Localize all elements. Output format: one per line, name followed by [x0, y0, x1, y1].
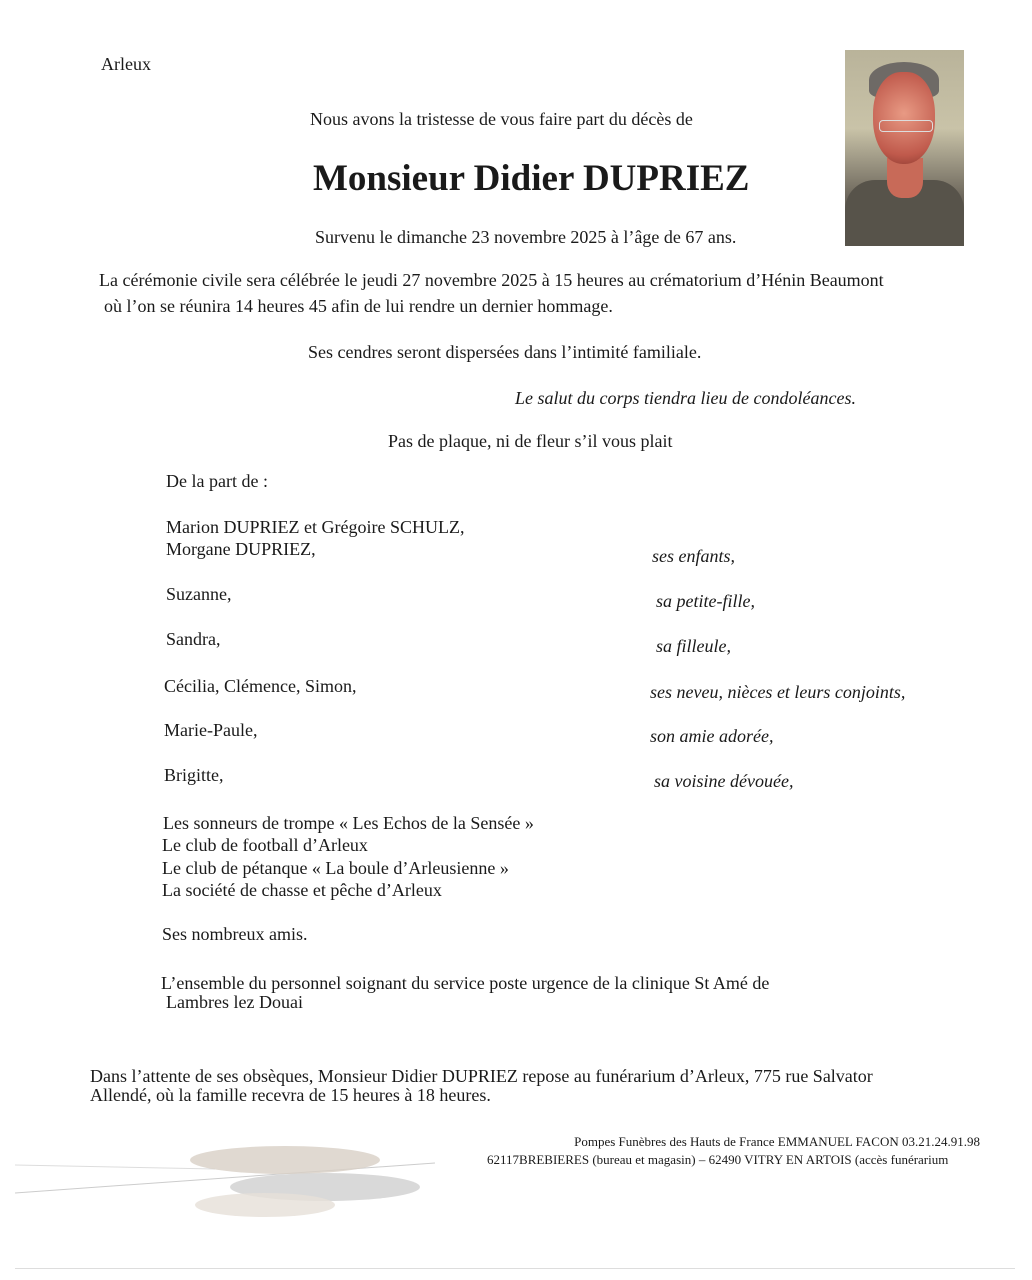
ceremony-line-1: La cérémonie civile sera célébrée le jeudi 27 novembre 2025 à 15 heures au crématorium d’Hénin Beaumont: [99, 270, 884, 290]
family-relation: sa filleule,: [656, 636, 731, 656]
family-relation: ses neveu, nièces et leurs conjoints,: [650, 682, 906, 702]
family-relation: sa voisine dévouée,: [654, 771, 794, 791]
scan-edge-line: [15, 1268, 1015, 1269]
ceremony-line-2: où l’on se réunira 14 heures 45 afin de lui rendre un dernier hommage.: [104, 296, 613, 316]
funeral-home-line-1: Pompes Funèbres des Hauts de France EMMANUEL FACON 03.21.24.91.98: [574, 1134, 980, 1149]
family-relation: son amie adorée,: [650, 726, 774, 746]
club-line: La société de chasse et pêche d’Arleux: [162, 880, 442, 900]
portrait-photo: [845, 50, 964, 246]
club-line: Le club de football d’Arleux: [162, 835, 368, 855]
friends-text: Ses nombreux amis.: [162, 924, 308, 944]
date-line: Survenu le dimanche 23 novembre 2025 à l’âge de 67 ans.: [315, 227, 737, 247]
family-relation: ses enfants,: [652, 546, 735, 566]
deceased-name: Monsieur Didier DUPRIEZ: [313, 158, 750, 199]
family-names: Brigitte,: [164, 765, 224, 785]
wake-line-2: Allendé, où la famille recevra de 15 heures à 18 heures.: [90, 1085, 491, 1105]
intro-text: Nous avons la tristesse de vous faire part du décès de: [310, 109, 693, 129]
family-names: Sandra,: [166, 629, 221, 649]
staff-line-1: L’ensemble du personnel soignant du service poste urgence de la clinique St Amé de: [161, 973, 770, 993]
club-line: Le club de pétanque « La boule d’Arleusienne »: [162, 858, 509, 878]
family-names: Marion DUPRIEZ et Grégoire SCHULZ,: [166, 517, 465, 537]
family-names: Cécilia, Clémence, Simon,: [164, 676, 357, 696]
wake-line-1: Dans l’attente de ses obsèques, Monsieur Didier DUPRIEZ repose au funérarium d’Arleux, 775 rue Salvator: [90, 1066, 873, 1086]
family-relation: sa petite-fille,: [656, 591, 755, 611]
funeral-home-line-2: 62117BREBIERES (bureau et magasin) – 62490 VITRY EN ARTOIS (accès funérarium: [487, 1152, 949, 1167]
place: Arleux: [101, 54, 151, 74]
staff-line-2: Lambres lez Douai: [166, 992, 303, 1012]
dried-grass-decoration: [15, 1125, 435, 1225]
family-names: Marie-Paule,: [164, 720, 258, 740]
condolences-text: Le salut du corps tiendra lieu de condoléances.: [515, 388, 856, 408]
from-label: De la part de :: [166, 471, 268, 491]
ashes-text: Ses cendres seront dispersées dans l’intimité familiale.: [308, 342, 702, 362]
family-names: Suzanne,: [166, 584, 232, 604]
family-names: Morgane DUPRIEZ,: [166, 539, 316, 559]
no-flowers-text: Pas de plaque, ni de fleur s’il vous plait: [388, 431, 673, 451]
club-line: Les sonneurs de trompe « Les Echos de la Sensée »: [163, 813, 534, 833]
